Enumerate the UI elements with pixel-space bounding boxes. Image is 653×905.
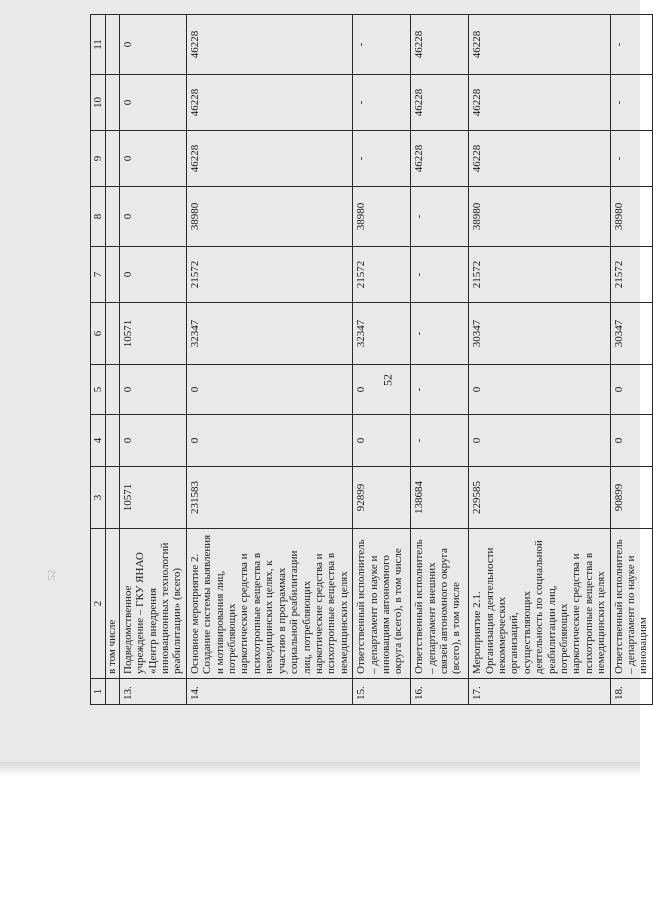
value-cell: 46228 [186,131,352,187]
table-row [119,15,186,705]
page-edge-shadow [0,762,640,776]
value-cell: - [610,131,652,187]
value-cell: - [411,415,469,467]
table-row [186,15,352,705]
value-cell: 0 [119,131,186,187]
value-cell: 46228 [186,15,352,75]
header-cell: 10 [91,75,106,131]
value-cell: 0 [119,187,186,247]
subheader-row [106,15,119,705]
value-cell: 0 [119,247,186,303]
row-name: Ответственный исполнитель – департамент по науке и инновациям автономного округа (всего), в том числе [353,529,411,679]
value-cell: 21572 [353,247,411,303]
subheader-text: в том числе [106,529,119,679]
value-cell: 38980 [469,187,610,247]
value-cell: - [353,131,411,187]
value-cell: 0 [353,365,411,415]
rotated-table-area [90,15,650,705]
value-cell: 231583 [186,467,352,529]
value-cell: 38980 [610,187,652,247]
header-cell: 3 [91,467,106,529]
header-cell: 5 [91,365,106,415]
value-cell: 21572 [186,247,352,303]
row-name: Основное мероприятие 2. Создание системы выявления и мотивирования лиц, потребляющих наркотические средства и психотропные вещества в немедицинских целях, к участию в программах социальной реабилитации лиц, потребляющих наркотические средства и психотропные вещества в немедицинских целях [186,529,352,679]
value-cell: 138684 [411,467,469,529]
row-number: 13. [119,679,186,705]
value-cell: 0 [186,415,352,467]
value-cell: 0 [353,415,411,467]
value-cell: 46228 [186,75,352,131]
budget-table [90,14,653,705]
value-cell: 30347 [610,303,652,365]
value-cell: - [411,303,469,365]
table-row [353,15,411,705]
header-cell: 7 [91,247,106,303]
row-number: 16. [411,679,469,705]
value-cell: 92899 [353,467,411,529]
value-cell: 10571 [119,303,186,365]
value-cell: 46228 [411,75,469,131]
value-cell: 0 [119,15,186,75]
row-number: 14. [186,679,352,705]
value-cell: 10571 [119,467,186,529]
value-cell: 46228 [411,131,469,187]
page-number: 52 [380,374,395,386]
row-number: 18. [610,679,652,705]
table-row [610,15,652,705]
header-cell: 9 [91,131,106,187]
value-cell: 38980 [353,187,411,247]
value-cell: - [610,15,652,75]
value-cell: 46228 [469,75,610,131]
empty-cell [106,679,119,705]
header-cell: 4 [91,415,106,467]
value-cell: 38980 [186,187,352,247]
value-cell: - [411,187,469,247]
header-cell: 6 [91,303,106,365]
value-cell: 32347 [186,303,352,365]
value-cell: - [411,247,469,303]
value-cell: 0 [610,365,652,415]
value-cell: - [411,365,469,415]
value-cell: 32347 [353,303,411,365]
value-cell: 0 [186,365,352,415]
value-cell: 0 [469,415,610,467]
value-cell: 46228 [411,15,469,75]
value-cell: 21572 [469,247,610,303]
value-cell: 0 [469,365,610,415]
header-cell: 1 [91,679,106,705]
value-cell: - [610,75,652,131]
value-cell: 46228 [469,15,610,75]
row-number: 17. [469,679,610,705]
row-number: 15. [353,679,411,705]
header-cell: 11 [91,15,106,75]
bleed-through-page-number: 52 [46,569,58,581]
header-cell: 2 [91,529,106,679]
row-name: Ответственный исполнитель – департамент внешних связей автономного округа (всего), в том числе [411,529,469,679]
table-rotated [90,15,650,705]
row-name: Ответственный исполнитель – департамент по науке и инновациям [610,529,652,679]
table-row [469,15,610,705]
value-cell: 0 [610,415,652,467]
value-cell: 90899 [610,467,652,529]
value-cell: 229585 [469,467,610,529]
value-cell: 0 [119,75,186,131]
value-cell: 21572 [610,247,652,303]
value-cell: - [353,15,411,75]
value-cell: 0 [119,415,186,467]
value-cell: 0 [119,365,186,415]
value-cell: - [353,75,411,131]
row-name: Подведомственное учреждение – ГКУ ЯНАО «Центр внедрения инновационных технологий реабилитации» (всего) [119,529,186,679]
header-row [91,15,106,705]
table-row [411,15,469,705]
value-cell: 30347 [469,303,610,365]
value-cell: 46228 [469,131,610,187]
row-name: Мероприятие 2.1. Организация деятельности некоммерческих организаций, осуществляющих деятельность по социальной реабилитации лиц, потребляющих наркотические средства и психотропные вещества в немедицинских целях [469,529,610,679]
header-cell: 8 [91,187,106,247]
